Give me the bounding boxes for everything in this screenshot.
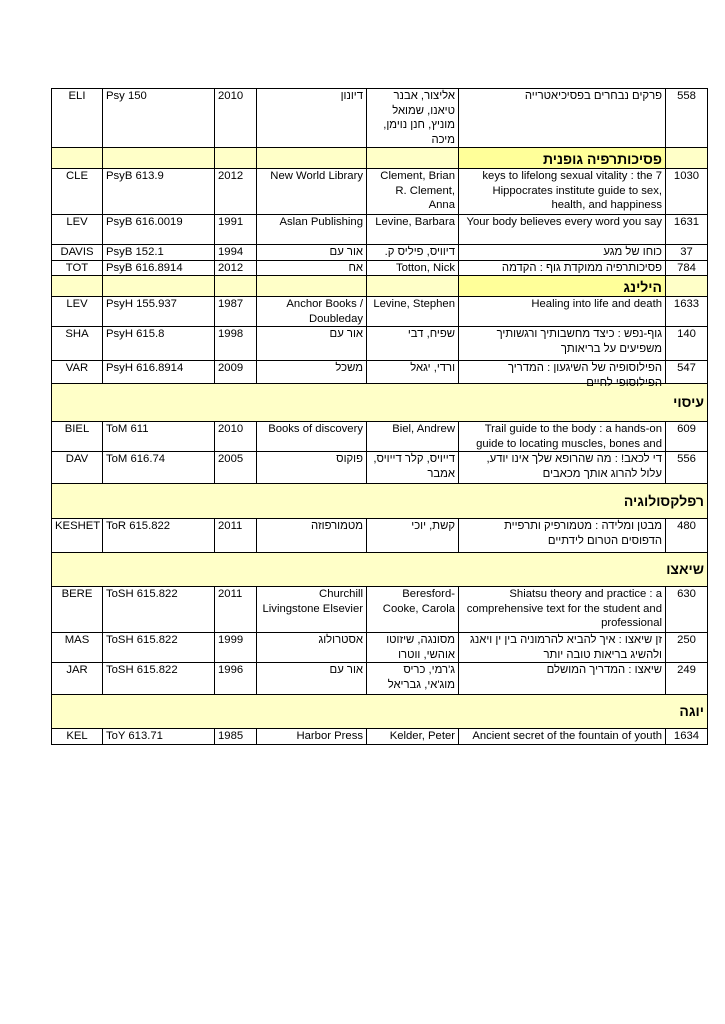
call-number-cell: ToR 615.822 bbox=[103, 519, 215, 553]
empty-cell bbox=[52, 276, 103, 297]
section-title: הילינג bbox=[459, 276, 666, 297]
author-cell: שפיח, דבי bbox=[367, 327, 459, 361]
table-row bbox=[52, 215, 708, 245]
number-cell: 37 bbox=[666, 245, 708, 261]
number-cell: 1030 bbox=[666, 169, 708, 215]
author-cell: דיוויס, פיליס ק. bbox=[367, 245, 459, 261]
year-cell: 1991 bbox=[215, 215, 257, 245]
publisher-cell: Anchor Books / Doubleday bbox=[257, 297, 367, 327]
empty-cell bbox=[103, 276, 215, 297]
cell-content: PsyH 616.8914 bbox=[106, 362, 184, 374]
publisher-cell: מטמורפוזה bbox=[257, 519, 367, 553]
title-cell: פרקים נבחרים בפסיכיאטרייה bbox=[459, 89, 666, 148]
year-cell: 1999 bbox=[215, 633, 257, 663]
number-cell: 140 bbox=[666, 327, 708, 361]
title-cell: keys to lifelong sexual vitality : the 7 Hippocrates institute guide to sex, health, and happiness bbox=[459, 169, 666, 215]
section-title: עיסוי bbox=[52, 384, 708, 422]
author-cell: מסונגה, שיזוטו אוהשי, ווטרו bbox=[367, 633, 459, 663]
number-cell: 558 bbox=[666, 89, 708, 148]
code-cell: BIEL bbox=[52, 422, 103, 452]
year-cell: 1998 bbox=[215, 327, 257, 361]
code-cell: DAV bbox=[52, 452, 103, 484]
author-cell: דייויס, קלר דייויס, אמבר bbox=[367, 452, 459, 484]
number-cell: 784 bbox=[666, 260, 708, 276]
table-row bbox=[52, 169, 708, 215]
code-cell: KESHET bbox=[52, 519, 103, 553]
title-cell: פסיכותרפיה ממוקדת גוף : הקדמה bbox=[459, 260, 666, 276]
author-cell: Clement, Brian R. Clement, Anna bbox=[367, 169, 459, 215]
year-cell: 1987 bbox=[215, 297, 257, 327]
number-cell: 1633 bbox=[666, 297, 708, 327]
publisher-cell: אסטרולוג bbox=[257, 633, 367, 663]
call-number-cell bbox=[103, 361, 215, 384]
empty-cell bbox=[215, 148, 257, 169]
year-cell: 1996 bbox=[215, 663, 257, 695]
number-cell bbox=[666, 361, 708, 384]
section-header-row bbox=[52, 276, 708, 297]
title-cell: כוחו של מגע bbox=[459, 245, 666, 261]
title-cell: די לכאב! : מה שהרופא שלך אינו יודע, עלול להרוג אותך מכאבים bbox=[459, 452, 666, 484]
call-number-cell: ToSH 615.822 bbox=[103, 587, 215, 633]
year-cell: 2012 bbox=[215, 260, 257, 276]
table-row bbox=[52, 519, 708, 553]
title-cell: מבטן ומלידה : מטמורפיק ותרפיית הדפוסים הטרום לידתיים bbox=[459, 519, 666, 553]
table-row bbox=[52, 245, 708, 261]
table-row bbox=[52, 633, 708, 663]
publisher-cell: אור עם bbox=[257, 663, 367, 695]
table-row bbox=[52, 452, 708, 484]
cell-content: הפילוסופיה של השיגעון : המדריך הפילוסופי לחיים bbox=[508, 362, 662, 389]
code-cell: LEV bbox=[52, 297, 103, 327]
year-cell bbox=[215, 361, 257, 384]
empty-cell bbox=[367, 276, 459, 297]
publisher-cell: אור עם bbox=[257, 245, 367, 261]
author-cell: אליצור, אבנר טיאנו, שמואל מוניץ, חנן נוימן, מיכה bbox=[367, 89, 459, 148]
number-cell: 1631 bbox=[666, 215, 708, 245]
number-cell: 556 bbox=[666, 452, 708, 484]
cell-content: VAR bbox=[65, 362, 89, 374]
call-number-cell: PsyB 616.0019 bbox=[103, 215, 215, 245]
table-row bbox=[52, 89, 708, 148]
catalog-table bbox=[51, 88, 708, 745]
number-cell: 609 bbox=[666, 422, 708, 452]
author-cell: Levine, Barbara bbox=[367, 215, 459, 245]
code-cell: CLE bbox=[52, 169, 103, 215]
code-cell: DAVIS bbox=[52, 245, 103, 261]
author-cell: Totton, Nick bbox=[367, 260, 459, 276]
year-cell: 2005 bbox=[215, 452, 257, 484]
publisher-cell: פוקוס bbox=[257, 452, 367, 484]
title-cell: Your body believes every word you say bbox=[459, 215, 666, 245]
publisher-cell: Aslan Publishing bbox=[257, 215, 367, 245]
empty-cell bbox=[666, 276, 708, 297]
code-cell: LEV bbox=[52, 215, 103, 245]
author-cell: Biel, Andrew bbox=[367, 422, 459, 452]
table-row bbox=[52, 587, 708, 633]
call-number-cell: ToSH 615.822 bbox=[103, 663, 215, 695]
call-number-cell: PsyH 155.937 bbox=[103, 297, 215, 327]
number-cell: 1634 bbox=[666, 729, 708, 745]
cell-content: 547 bbox=[677, 362, 696, 374]
section-title: פסיכותרפיה גופנית bbox=[459, 148, 666, 169]
call-number-cell: PsyB 613.9 bbox=[103, 169, 215, 215]
empty-cell bbox=[666, 148, 708, 169]
call-number-cell: ToSH 615.822 bbox=[103, 633, 215, 663]
year-cell: 2012 bbox=[215, 169, 257, 215]
publisher-cell: דיונון bbox=[257, 89, 367, 148]
call-number-cell: PsyB 616.8914 bbox=[103, 260, 215, 276]
section-title: יוגה bbox=[52, 695, 708, 729]
author-cell: קשת, יוכי bbox=[367, 519, 459, 553]
title-cell: זן שיאצו : איך להביא להרמוניה בין ין ויאנג ולהשיג בריאות טובה יותר bbox=[459, 633, 666, 663]
call-number-cell: PsyB 152.1 bbox=[103, 245, 215, 261]
empty-cell bbox=[257, 148, 367, 169]
number-cell: 480 bbox=[666, 519, 708, 553]
empty-cell bbox=[215, 276, 257, 297]
table-row bbox=[52, 297, 708, 327]
cell-content: 2009 bbox=[218, 362, 244, 374]
publisher-cell: אח bbox=[257, 260, 367, 276]
title-cell: גוף-נפש : כיצד מחשבותיך ורגשותיך משפיעים על בריאותך bbox=[459, 327, 666, 361]
code-cell: KEL bbox=[52, 729, 103, 745]
section-header-row bbox=[52, 553, 708, 587]
number-cell: 250 bbox=[666, 633, 708, 663]
author-cell: Beresford- Cooke, Carola bbox=[367, 587, 459, 633]
title-cell: Trail guide to the body : a hands-on guide to locating muscles, bones and bbox=[459, 422, 666, 452]
table-row bbox=[52, 729, 708, 745]
year-cell: 2010 bbox=[215, 89, 257, 148]
call-number-cell: ToM 616.74 bbox=[103, 452, 215, 484]
table-row bbox=[52, 327, 708, 361]
code-cell: ELI bbox=[52, 89, 103, 148]
cell-content: משכל bbox=[335, 362, 363, 374]
publisher-cell: Books of discovery bbox=[257, 422, 367, 452]
year-cell: 2010 bbox=[215, 422, 257, 452]
title-cell: Ancient secret of the fountain of youth bbox=[459, 729, 666, 745]
title-cell bbox=[459, 361, 666, 389]
table-row bbox=[52, 663, 708, 695]
code-cell: TOT bbox=[52, 260, 103, 276]
author-cell: ג'רמי, כריס מוג'אי, גבריאל bbox=[367, 663, 459, 695]
publisher-cell: New World Library bbox=[257, 169, 367, 215]
cell-content: ורדי, יגאל bbox=[410, 362, 455, 374]
author-cell bbox=[367, 361, 459, 384]
code-cell: MAS bbox=[52, 633, 103, 663]
year-cell: 2011 bbox=[215, 519, 257, 553]
year-cell: 1994 bbox=[215, 245, 257, 261]
code-cell bbox=[52, 361, 103, 384]
author-cell: Levine, Stephen bbox=[367, 297, 459, 327]
empty-cell bbox=[257, 276, 367, 297]
table-row bbox=[52, 361, 708, 384]
year-cell: 2011 bbox=[215, 587, 257, 633]
empty-cell bbox=[367, 148, 459, 169]
empty-cell bbox=[103, 148, 215, 169]
title-cell: שיאצו : המדריך המושלם bbox=[459, 663, 666, 695]
code-cell: JAR bbox=[52, 663, 103, 695]
code-cell: SHA bbox=[52, 327, 103, 361]
empty-cell bbox=[52, 148, 103, 169]
section-title: שיאצו bbox=[52, 553, 708, 587]
section-header-row bbox=[52, 148, 708, 169]
number-cell: 249 bbox=[666, 663, 708, 695]
section-header-row bbox=[52, 695, 708, 729]
call-number-cell: ToY 613.71 bbox=[103, 729, 215, 745]
table-row bbox=[52, 260, 708, 276]
code-cell: BERE bbox=[52, 587, 103, 633]
publisher-cell: Churchill Livingstone Elsevier bbox=[257, 587, 367, 633]
call-number-cell: PsyH 615.8 bbox=[103, 327, 215, 361]
year-cell: 1985 bbox=[215, 729, 257, 745]
publisher-cell: Harbor Press bbox=[257, 729, 367, 745]
author-cell: Kelder, Peter bbox=[367, 729, 459, 745]
call-number-cell: ToM 611 bbox=[103, 422, 215, 452]
section-title: רפלקסולוגיה bbox=[52, 484, 708, 519]
publisher-cell bbox=[257, 361, 367, 384]
section-header-row bbox=[52, 484, 708, 519]
title-cell: Shiatsu theory and practice : a comprehensive text for the student and professional bbox=[459, 587, 666, 633]
table-row bbox=[52, 422, 708, 452]
call-number-cell: Psy 150 bbox=[103, 89, 215, 148]
number-cell: 630 bbox=[666, 587, 708, 633]
title-cell: Healing into life and death bbox=[459, 297, 666, 327]
publisher-cell: אור עם bbox=[257, 327, 367, 361]
